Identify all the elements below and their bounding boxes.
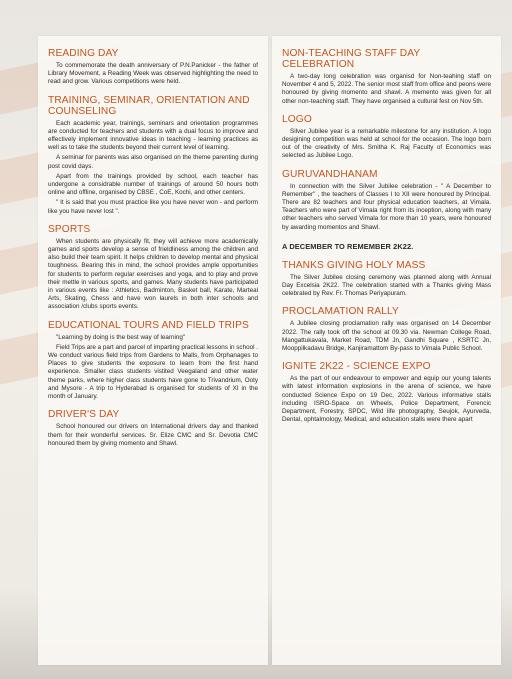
section-paragraph: Apart from the trainings provided by school, each teacher has undergone a considrable number of trainings of around 50 hours both online and offline, organised by CBSE , CoE, Kochi, and other centers. [48,172,258,197]
section-heading: TRAINING, SEMINAR, ORIENTATION AND COUNSELING [48,94,250,117]
section-non-teaching-staff-day-celebration [282,48,491,106]
section-heading: SPORTS [48,223,91,235]
section-guruvandhanam [282,169,491,232]
section-reading-day [48,48,258,87]
section-paragraph: A seminar for parents was also organised on the theme parenting during post covid days. [48,154,258,170]
section-paragraph: The Silver Jubilee closing ceremony was planned along with Annual Day Excelsia 2K22. The celebration started with a Thanks giving Mass celebrated by Rev. Fr. Thomas Periyapuram. [282,273,491,298]
section-paragraph: As the part of our endeavour to empower and equip our young talents with latest information explosions in the arena of science, we have conducted Science Expo on 19 Dec, 2022. Various informative stalls including ISRO-Space on Wheels, Police Department, Forencic Department, Forestry, SPDC, Wild life photography, Seujok, Ayurveda, Dental, ophtalmology, Medical, and education stalls were there apart [282,375,491,424]
section-sports [48,224,258,312]
section-heading: IGNITE 2K22 - SCIENCE EXPO [282,361,431,373]
section-paragraph: When students are physically fit, they will achieve more academically games and sports develop a sense of frieldliness among the children and also build their team spirit. It helps children to develop mental and physical toughness. Bearing this in mind, the school provides ample opportunities for students to perform regular exercises and yoga, and to play and prove their mettle in various sports, and games. Many students have participated in various events like : Athletics, Badminton, Basket ball, Karate, Marteal Arts, Skating, Chess and have won laurels in both inter schools and association /clubs sports events. [48,237,258,311]
section-paragraph: Field Trips are a part and parcel of imparting practical lessons in school . We conduct various field trips from Gardens to Malls, from Orphanages to Places to give students the exposure to learn from the first hand experience. Smaller class students vistited Veegaland and other water theme parks, where higher class students have gone to Trivandrium, Ooty and Mysore - A trip to Hyderabad is organised for students of XI in the month of January. [48,343,258,401]
section-paragraph: In connection with the Silver Jubilee celebration - " A December to Remember" , the teachers of Classes I to XII were honoured by Principal. There are 82 teachers and four physical education teachers, at Vimala. Teachers who were part of Vimala right from its inception, along with many other teachers who served Vimala for more than 10 years, were honoured by awarding momentos and Shawl. [282,182,491,231]
section-paragraph: A Jubilee closing proclamation rally was organised on 14 December 2022. The rally took off the school at 09.30 via. Newman College Road, Mangattukavala, Market Road, TDM Jn, Gandhi Square , KSRTC Jn, Mooppilkadavu Bridge, Kanjiramattom By-pass to Vimala Public School. [282,320,491,353]
section-paragraph: A two-day long celebration was organisd for Non-teahing staff on November 4 and 5, 2022. The senior most staff from office and peons were honoured by giving momento and shawl. A memento was given for all other non-teaching staff. They have organised a cultural fest on Nov 5th. [282,73,491,105]
section-heading: PROCLAMATION RALLY [282,306,399,318]
section-heading: EDUCATIONAL TOURS AND FIELD TRIPS [48,319,249,331]
section-ignite-2k22-science-expo [282,361,491,424]
section-heading: READING DAY [48,48,119,59]
section-educational-tours-and-field-trips [48,320,258,402]
section-heading: NON-TEACHING STAFF DAY CELEBRATION [282,48,421,70]
right-column [272,36,501,665]
section-paragraph: Each academic year, trainings, seminars and orientation programmes are conducted for teachers and students with a dual focus to improve and effectively implement innovative ideas in teaching - learning practices as well as to take the students beyond their current level of learning. [48,119,258,152]
section-heading: LOGO [282,113,312,125]
left-column [38,36,268,665]
section-logo [282,114,491,161]
section-heading: DRIVER'S DAY [48,409,120,421]
section-paragraph: To commemorate the death anniversary of P.N.Panicker - the father of Library Movement, a Reading Week was observed highlighting the need to read and grow. Various competitions were held. [48,62,258,86]
section-paragraph: School honoured our drivers on International drivers day and thanked them for their wonderful services. Sr. Elize CMC and Sr. Devotia CMC honoured them by giving momento and Shawl. [48,423,258,447]
section-heading: GURUVANDHANAM [282,168,378,180]
section-training-seminar-orientation-and-counseling [48,95,258,216]
section-heading: THANKS GIVING HOLY MASS [282,259,426,271]
section-thanks-giving-holy-mass [282,260,491,299]
section-heading: A DECEMBER TO REMEMBER 2K22. [282,241,414,251]
section-proclamation-rally [282,306,491,353]
section-a-december-to-remember-2k22 [282,241,491,252]
section-paragraph: " It is said that you must practice like you have never won - and perform like you have never lost ". [48,199,258,215]
section-paragraph: "Learning by doing is the best way of learning" [56,333,186,341]
section-driver-s-day [48,409,258,448]
section-paragraph: Silver Jubilee year is a remarkable milestone for any institution. A logo desigining competition was held at school for the occasion. The logo born out of the creativity of Mrs. Smitha K. Raj Faculty of Economics was selected as Jubilee Logo. [282,127,491,160]
